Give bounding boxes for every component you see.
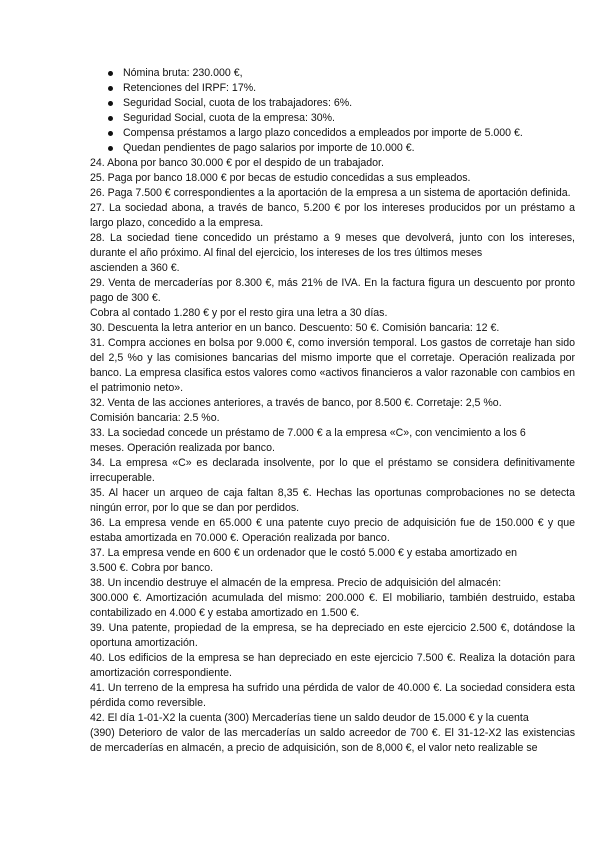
exercise-36: 36. La empresa vende en 65.000 € una patente cuyo precio de adquisición fue de 150.000 € y que estaba amortizada en 70.000 €. Operación realizada por banco.	[90, 517, 575, 544]
exercise-42-continuation: (390) Deterioro de valor de las mercaderías un saldo acreedor de 700 €. El 31-12-X2 las existencias de mercaderías en almacén, a precio de adquisición, son de 8,000 €, el valor neto realizable se	[90, 727, 575, 754]
exercise-33-text: 33. La sociedad concede un préstamo de 7.000 € a la empresa «C», con vencimiento a los 6	[90, 427, 526, 439]
exercise-24: 24. Abona por banco 30.000 € por el despido de un trabajador.	[90, 157, 384, 169]
exercise-31: 31. Compra acciones en bolsa por 9.000 €, como inversión temporal. Los gastos de corretaje han sido del 2,5 %o y las comisiones bancarias del mismo importe que el corretaje. Operación realizada por banco. La empresa clasifica estos valores como «activos financieros a valor razonable con cambios en el patrimonio neto».	[90, 337, 575, 394]
exercise-30: 30. Descuenta la letra anterior en un banco. Descuento: 50 €. Comisión bancaria: 12 €.	[90, 322, 500, 334]
exercise-27: 27. La sociedad abona, a través de banco, 5.200 € por los intereses producidos por un préstamo a largo plazo, concedido a la empresa.	[90, 202, 575, 229]
exercise-29: 29. Venta de mercaderías por 8.300 €, más 21% de IVA. En la factura figura un descuento por pronto pago de 300 €.	[90, 277, 575, 304]
bullet-item: Compensa préstamos a largo plazo concedidos a empleados por importe de 5.000 €.	[108, 126, 575, 141]
exercise-39: 39. Una patente, propiedad de la empresa, se ha depreciado en este ejercicio 2.500 €, dotándose la oportuna amortización.	[90, 622, 575, 649]
bullet-item: Retenciones del IRPF: 17%.	[108, 81, 575, 96]
exercise-32	[90, 396, 575, 426]
payroll-bullet-list	[90, 66, 575, 156]
exercise-42-text: 42. El día 1-01-X2 la cuenta (300) Mercaderías tiene un saldo deudor de 15.000 € y la cuenta	[90, 712, 529, 724]
exercise-26: 26. Paga 7.500 € correspondientes a la aportación de la empresa a un sistema de aportación definida.	[90, 187, 571, 199]
bullet-item: Seguridad Social, cuota de la empresa: 30%.	[108, 111, 575, 126]
bullet-item: Seguridad Social, cuota de los trabajadores: 6%.	[108, 96, 575, 111]
exercise-33	[90, 426, 575, 456]
exercise-35: 35. Al hacer un arqueo de caja faltan 8,35 €. Hechas las oportunas comprobaciones no se detecta ningún error, por lo que se dan por perdidos.	[90, 487, 575, 514]
exercise-28-text: 28. La sociedad tiene concedido un préstamo a 9 meses que devolverá, junto con los intereses, durante el año próximo. Al final del ejercicio, los intereses de los tres últimos meses	[90, 232, 575, 259]
exercise-41: 41. Un terreno de la empresa ha sufrido una pérdida de valor de 40.000 €. La sociedad considera esta pérdida como reversible.	[90, 682, 575, 709]
exercise-37-continuation: 3.500 €. Cobra por banco.	[90, 562, 214, 574]
exercise-32-text: 32. Venta de las acciones anteriores, a través de banco, por 8.500 €. Corretaje: 2,5 %o.	[90, 397, 502, 409]
exercise-40: 40. Los edificios de la empresa se han depreciado en este ejercicio 7.500 €. Realiza la dotación para amortización correspondiente.	[90, 652, 575, 679]
bullet-item: Quedan pendientes de pago salarios por importe de 10.000 €.	[108, 141, 575, 156]
exercise-28-continuation: ascienden a 360 €.	[90, 262, 180, 274]
exercise-37-text: 37. La empresa vende en 600 € un ordenador que le costó 5.000 € y estaba amortizado en	[90, 547, 517, 559]
exercise-25: 25. Paga por banco 18.000 € por becas de estudio concedidas a sus empleados.	[90, 172, 471, 184]
exercise-38	[90, 576, 575, 591]
text-column	[90, 66, 575, 756]
exercise-38-continuation: 300.000 €. Amortización acumulada del mismo: 200.000 €. El mobiliario, también destruido, estaba contabilizado en 4.000 € y estaba amortizado en 1.500 €.	[90, 592, 575, 619]
bullet-item: Nómina bruta: 230.000 €,	[108, 66, 575, 81]
exercise-32-continuation: Comisión bancaria: 2.5 %o.	[90, 412, 220, 424]
exercise-34: 34. La empresa «C» es declarada insolvente, por lo que el préstamo se considera definitivamente irrecuperable.	[90, 457, 575, 484]
exercise-42	[90, 711, 575, 726]
exercise-37	[90, 546, 575, 576]
exercise-33-continuation: meses. Operación realizada por banco.	[90, 442, 275, 454]
exercise-29-continuation: Cobra al contado 1.280 € y por el resto gira una letra a 30 días.	[90, 307, 388, 319]
exercise-28	[90, 231, 575, 276]
exercise-38-text: 38. Un incendio destruye el almacén de la empresa. Precio de adquisición del almacén:	[90, 577, 502, 589]
